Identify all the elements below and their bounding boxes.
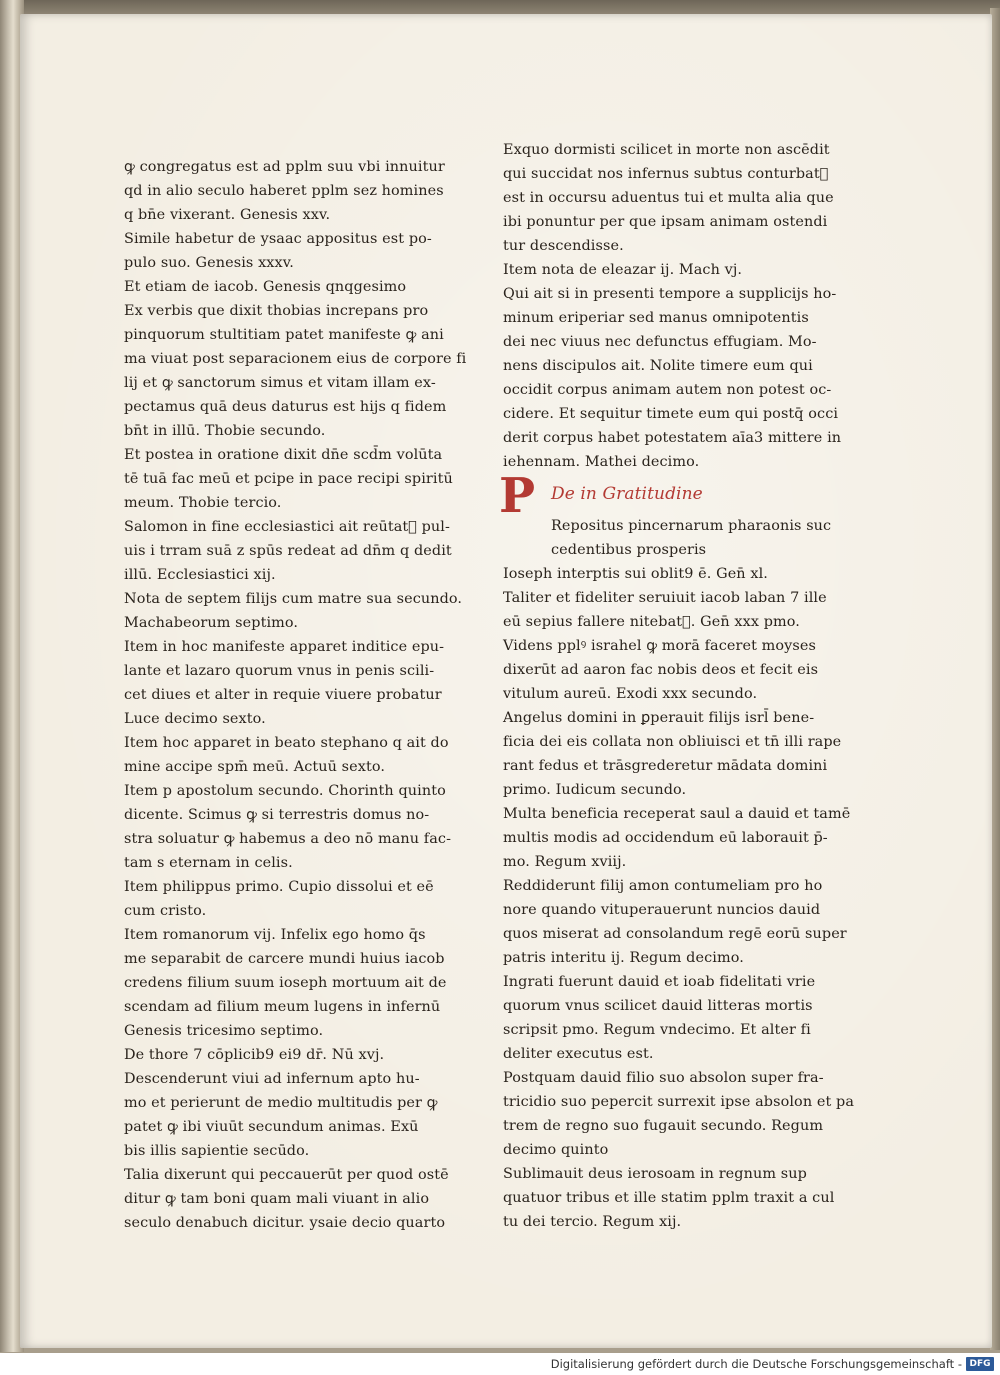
- text-line: Qui ait si in presenti tempore a supplicijs ho-: [503, 286, 837, 302]
- text-line: Luce decimo sexto.: [124, 711, 266, 727]
- text-line: tē tuā fac meū et pcipe in pace recipi spiritū: [124, 471, 453, 487]
- text-line: Item romanorum vij. Infelix ego homo q̄s: [124, 927, 426, 943]
- text-line: qui succidat nos infernus subtus conturbat᷑: [503, 166, 829, 182]
- right-column-rest: [503, 562, 855, 1234]
- text-line: decimo quinto: [503, 1142, 609, 1158]
- text-line: cet diues et alter in requie viuere probatur: [124, 687, 442, 703]
- text-line: ma viuat post separacionem eius de corpore fi: [124, 351, 467, 367]
- text-line: patris interitu ij. Regum decimo.: [503, 950, 744, 966]
- text-line: Item philippus primo. Cupio dissolui et eē: [124, 879, 434, 895]
- text-line: Ioseph interptis sui oblit9 ē. Gen̄ xl.: [503, 566, 768, 582]
- text-line: Reddiderunt filij amon contumeliam pro ho: [503, 878, 823, 894]
- text-line: cedentibus prosperis: [551, 542, 707, 558]
- text-line: ficia dei eis collata non obliuisci et tn̄ illi rape: [503, 734, 842, 750]
- text-line: Simile habetur de ysaac appositus est po-: [124, 231, 432, 247]
- text-line: q bn̄e vixerant. Genesis xxv.: [124, 207, 331, 223]
- text-line: tam s eternam in celis.: [124, 855, 293, 871]
- text-line: seculo denabuch dicitur. ysaie decio quarto: [124, 1215, 446, 1231]
- text-line: bn̄t in illū. Thobie secundo.: [124, 423, 326, 439]
- text-line: qd in alio seculo haberet pplm sez homines: [124, 183, 444, 199]
- text-line: dixerūt ad aaron fac nobis deos et fecit eis: [503, 662, 819, 678]
- text-line: deliter executus est.: [503, 1046, 654, 1062]
- text-line: Genesis tricesimo septimo.: [124, 1023, 324, 1039]
- text-line: dei nec viuus nec defunctus effugiam. Mo-: [503, 334, 817, 350]
- text-line: tur descendisse.: [503, 238, 624, 254]
- text-line: multis modis ad occidendum eū laborauit p̄-: [503, 830, 828, 846]
- text-line: cidere. Et sequitur timete eum qui postq̄ occi: [503, 406, 839, 422]
- text-line: est in occursu aduentus tui et multa alia que: [503, 190, 834, 206]
- text-line: illū. Ecclesiastici xij.: [124, 567, 276, 583]
- text-line: Sublimauit deus ierosoam in regnum sup: [503, 1166, 807, 1182]
- drop-initial: P: [499, 468, 536, 524]
- text-line: ꝙ congregatus est ad pplm suu vbi innuitur: [124, 159, 445, 175]
- text-line: Taliter et fideliter seruiuit iacob laban 7 ille: [503, 590, 827, 606]
- text-line: derit corpus habet potestatem aīa3 mittere in: [503, 430, 842, 446]
- text-line: Nota de septem filijs cum matre sua secundo.: [124, 591, 463, 607]
- text-line: Ex verbis que dixit thobias increpans pro: [124, 303, 429, 319]
- text-line: Item p apostolum secundo. Chorinth quinto: [124, 783, 446, 799]
- text-line: Item hoc apparet in beato stephano q ait do: [124, 735, 449, 751]
- text-line: occidit corpus animam autem non potest oc-: [503, 382, 832, 398]
- left-text-column: [124, 155, 467, 1235]
- text-line: vitulum aureū. Exodi xxx secundo.: [503, 686, 758, 702]
- text-line: trem de regno suo fugauit secundo. Regum: [503, 1118, 824, 1134]
- footer-credit: Digitalisierung gefördert durch die Deutsche Forschungsgemeinschaft -: [550, 1357, 962, 1371]
- text-line: Machabeorum septimo.: [124, 615, 299, 631]
- text-line: cum cristo.: [124, 903, 207, 919]
- text-line: Item nota de eleazar ij. Mach vj.: [503, 262, 743, 278]
- text-line: De thore 7 cōplicib9 ei9 dr̄. Nū xvj.: [124, 1047, 385, 1063]
- text-line: lante et lazaro quorum vnus in penis scili-: [124, 663, 435, 679]
- text-line: pectamus quā deus daturus est hijs q fidem: [124, 399, 447, 415]
- text-line: tricidio suo pepercit surrexit ipse absolon et pa: [503, 1094, 855, 1110]
- text-line: rant fedus et trāsgrederetur mādata domini: [503, 758, 828, 774]
- text-line: meum. Thobie tercio.: [124, 495, 282, 511]
- text-line: quatuor tribus et ille statim pplm traxit a cul: [503, 1190, 835, 1206]
- text-line: Ingrati fuerunt dauid et ioab fidelitati vrie: [503, 974, 816, 990]
- right-column-top-block: [503, 138, 842, 474]
- right-text-column: [499, 138, 855, 1234]
- text-line: Multa beneficia receperat saul a dauid et tamē: [503, 806, 851, 822]
- text-line: scripsit pmo. Regum vndecimo. Et alter fi: [503, 1022, 811, 1038]
- text-line: uis i trram suā z spūs redeat ad dn̄m q dedit: [124, 543, 452, 559]
- right-column-initial-lines: [503, 514, 833, 562]
- manuscript-page: [20, 14, 992, 1348]
- text-line: mo et perierunt de medio multitudis per ꝙ: [124, 1095, 438, 1111]
- text-line: Postquam dauid filio suo absolon super fra-: [503, 1070, 824, 1086]
- text-line: minum eriperiar sed manus omnipotentis: [503, 310, 809, 326]
- text-line: Angelus domini in ꝑperauit filijs isrl̄ bene-: [503, 710, 815, 726]
- text-line: Talia dixerunt qui peccauerūt per quod ostē: [124, 1167, 449, 1183]
- text-line: pinquorum stultitiam patet manifeste ꝙ ani: [124, 327, 444, 343]
- text-line: mine accipe spm̄ meū. Actuū sexto.: [124, 759, 386, 775]
- text-line: Videns pplꝰ israhel ꝙ morā faceret moyses: [503, 638, 816, 654]
- text-line: bis illis sapientie secūdo.: [124, 1143, 310, 1159]
- text-line: ibi ponuntur per que ipsam animam ostendi: [503, 214, 828, 230]
- text-line: credens filium suum ioseph mortuum ait de: [124, 975, 447, 991]
- text-line: lij et ꝙ sanctorum simus et vitam illam ex-: [124, 375, 436, 391]
- text-line: scendam ad filium meum lugens in infernū: [124, 999, 441, 1015]
- text-line: mo. Regum xviij.: [503, 854, 627, 870]
- text-line: Descenderunt viui ad infernum apto hu-: [124, 1071, 420, 1087]
- text-line: Salomon in fine ecclesiastici ait reūtat᷑ pul-: [124, 519, 450, 535]
- text-line: nore quando vituperauerunt nuncios dauid: [503, 902, 821, 918]
- text-line: eū sepius fallere nitebat᷑. Gen̄ xxx pmo.: [503, 614, 800, 630]
- text-line: me separabit de carcere mundi huius iacob: [124, 951, 445, 967]
- text-line: Repositus pincernarum pharaonis suc: [551, 518, 832, 534]
- text-line: dicente. Scimus ꝙ si terrestris domus no-: [124, 807, 430, 823]
- text-line: tu dei tercio. Regum xij.: [503, 1214, 682, 1230]
- text-line: Item in hoc manifeste apparet inditice epu-: [124, 639, 445, 655]
- chapter-heading: [499, 468, 833, 524]
- text-line: quos miserat ad consolandum regē eorū super: [503, 926, 847, 942]
- text-line: quorum vnus scilicet dauid litteras mortis: [503, 998, 813, 1014]
- digitization-footer: [0, 1353, 1000, 1375]
- text-line: stra soluatur ꝙ habemus a deo nō manu fac-: [124, 831, 452, 847]
- rubric-heading: De in Gratitudine: [551, 484, 703, 504]
- text-line: iehennam. Mathei decimo.: [503, 454, 700, 470]
- text-line: primo. Iudicum secundo.: [503, 782, 687, 798]
- text-line: Et etiam de iacob. Genesis qnqgesimo: [124, 279, 407, 295]
- text-line: patet ꝙ ibi viuūt secundum animas. Exū: [124, 1119, 419, 1135]
- text-line: Et postea in oratione dixit dn̄e scd̄m volūta: [124, 447, 443, 463]
- text-line: Exquo dormisti scilicet in morte non ascēdit: [503, 142, 830, 158]
- text-line: ditur ꝙ tam boni quam mali viuant in alio: [124, 1191, 430, 1207]
- text-line: nens discipulos ait. Nolite timere eum qui: [503, 358, 813, 374]
- text-line: pulo suo. Genesis xxxv.: [124, 255, 294, 271]
- dfg-logo: DFG: [966, 1357, 994, 1371]
